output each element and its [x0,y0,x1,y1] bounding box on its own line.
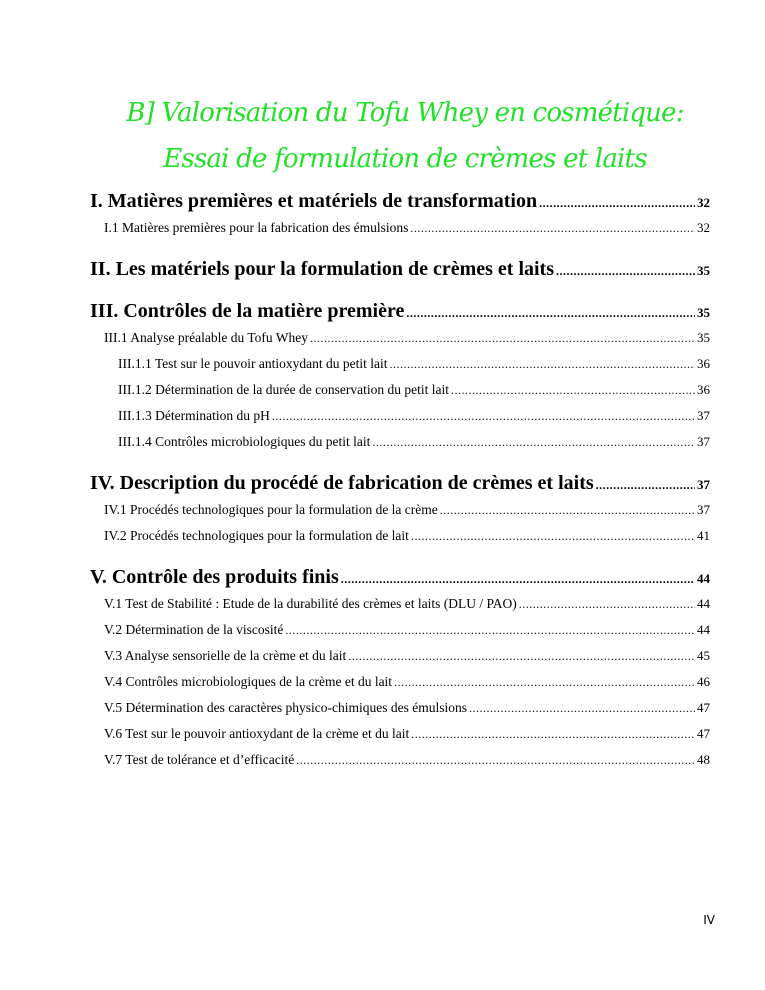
toc-label: III.1.3 Détermination du pH [118,408,270,423]
table-of-contents [90,187,710,773]
leader-dots [310,325,695,351]
toc-entry[interactable] [90,563,710,591]
toc-page: 37 [697,408,710,423]
toc-entry[interactable] [90,255,710,283]
toc-entry[interactable] [90,215,710,241]
toc-label: III. Contrôles de la matière première [90,300,405,322]
toc-label: V. Contrôle des produits finis [90,566,339,588]
toc-page: 35 [697,305,710,320]
toc-entry[interactable] [90,695,710,721]
toc-page: 47 [697,726,710,741]
leader-dots [539,189,695,217]
toc-page: 44 [697,596,710,611]
leader-dots [390,351,695,377]
toc-entry[interactable] [90,403,710,429]
toc-label: IV.2 Procédés technologiques pour la formulation de lait [104,528,409,543]
toc-entry[interactable] [90,325,710,351]
toc-entry[interactable] [90,429,710,455]
toc-entry[interactable] [90,497,710,523]
leader-dots [296,747,695,773]
toc-label: III.1.1 Test sur le pouvoir antioxydant du petit lait [118,356,388,371]
toc-label: IV. Description du procédé de fabrication de crèmes et laits [90,472,594,494]
toc-page: 37 [697,477,710,492]
toc-entry[interactable] [90,523,710,549]
leader-dots [451,377,695,403]
toc-entry[interactable] [90,297,710,325]
leader-dots [596,471,695,499]
toc-page: 32 [697,195,710,210]
leader-dots [341,565,695,593]
leader-dots [406,299,695,327]
toc-label: III.1 Analyse préalable du Tofu Whey [104,330,308,345]
toc-entry[interactable] [90,187,710,215]
toc-page: 45 [697,648,710,663]
leader-dots [411,523,695,549]
toc-label: III.1.4 Contrôles microbiologiques du petit lait [118,434,371,449]
leader-dots [372,429,695,455]
toc-entry[interactable] [90,351,710,377]
leader-dots [556,257,695,285]
toc-page: 48 [697,752,710,767]
section-title: B] Valorisation du Tofu Whey en cosmétique: Essai de formulation de crèmes et laits [126,98,684,174]
toc-entry[interactable] [90,377,710,403]
leader-dots [272,403,695,429]
toc-entry[interactable] [90,617,710,643]
toc-label: V.5 Détermination des caractères physico-chimiques des émulsions [104,700,468,715]
toc-page: 32 [697,220,710,235]
toc-label: II. Les matériels pour la formulation de crèmes et laits [90,258,554,280]
toc-label: III.1.2 Détermination de la durée de conservation du petit lait [118,382,450,397]
toc-label: I.1 Matières premières pour la fabrication des émulsions [104,220,409,235]
toc-label: IV.1 Procédés technologiques pour la formulation de la crème [104,502,438,517]
toc-page: 37 [697,434,710,449]
toc-label: V.3 Analyse sensorielle de la crème et du lait [104,648,347,663]
toc-page: 36 [697,356,710,371]
leader-dots [348,643,695,669]
toc-page: 41 [697,528,710,543]
leader-dots [411,721,695,747]
toc-entry[interactable] [90,747,710,773]
toc-label: V.4 Contrôles microbiologiques de la crème et du lait [104,674,393,689]
leader-dots [469,695,695,721]
toc-page: 44 [697,571,710,586]
toc-page: 37 [697,502,710,517]
toc-label: V.6 Test sur le pouvoir antioxydant de la crème et du lait [104,726,410,741]
toc-page: 47 [697,700,710,715]
leader-dots [394,669,695,695]
toc-page: 36 [697,382,710,397]
toc-entry[interactable] [90,721,710,747]
toc-entry[interactable] [90,469,710,497]
toc-label: I. Matières premières et matériels de transformation [90,190,538,212]
toc-label: V.7 Test de tolérance et d’efficacité [104,752,295,767]
toc-entry[interactable] [90,669,710,695]
toc-entry[interactable] [90,591,710,617]
toc-page: 46 [697,674,710,689]
leader-dots [440,497,695,523]
toc-page: 44 [697,622,710,637]
toc-label: V.1 Test de Stabilité : Etude de la durabilité des crèmes et laits (DLU / PAO) [104,596,517,611]
toc-entry[interactable] [90,643,710,669]
page-number: IV [703,913,715,927]
toc-label: V.2 Détermination de la viscosité [104,622,284,637]
toc-page: 35 [697,330,710,345]
leader-dots [519,591,695,617]
toc-page: 35 [697,263,710,278]
leader-dots [410,215,695,241]
leader-dots [285,617,695,643]
